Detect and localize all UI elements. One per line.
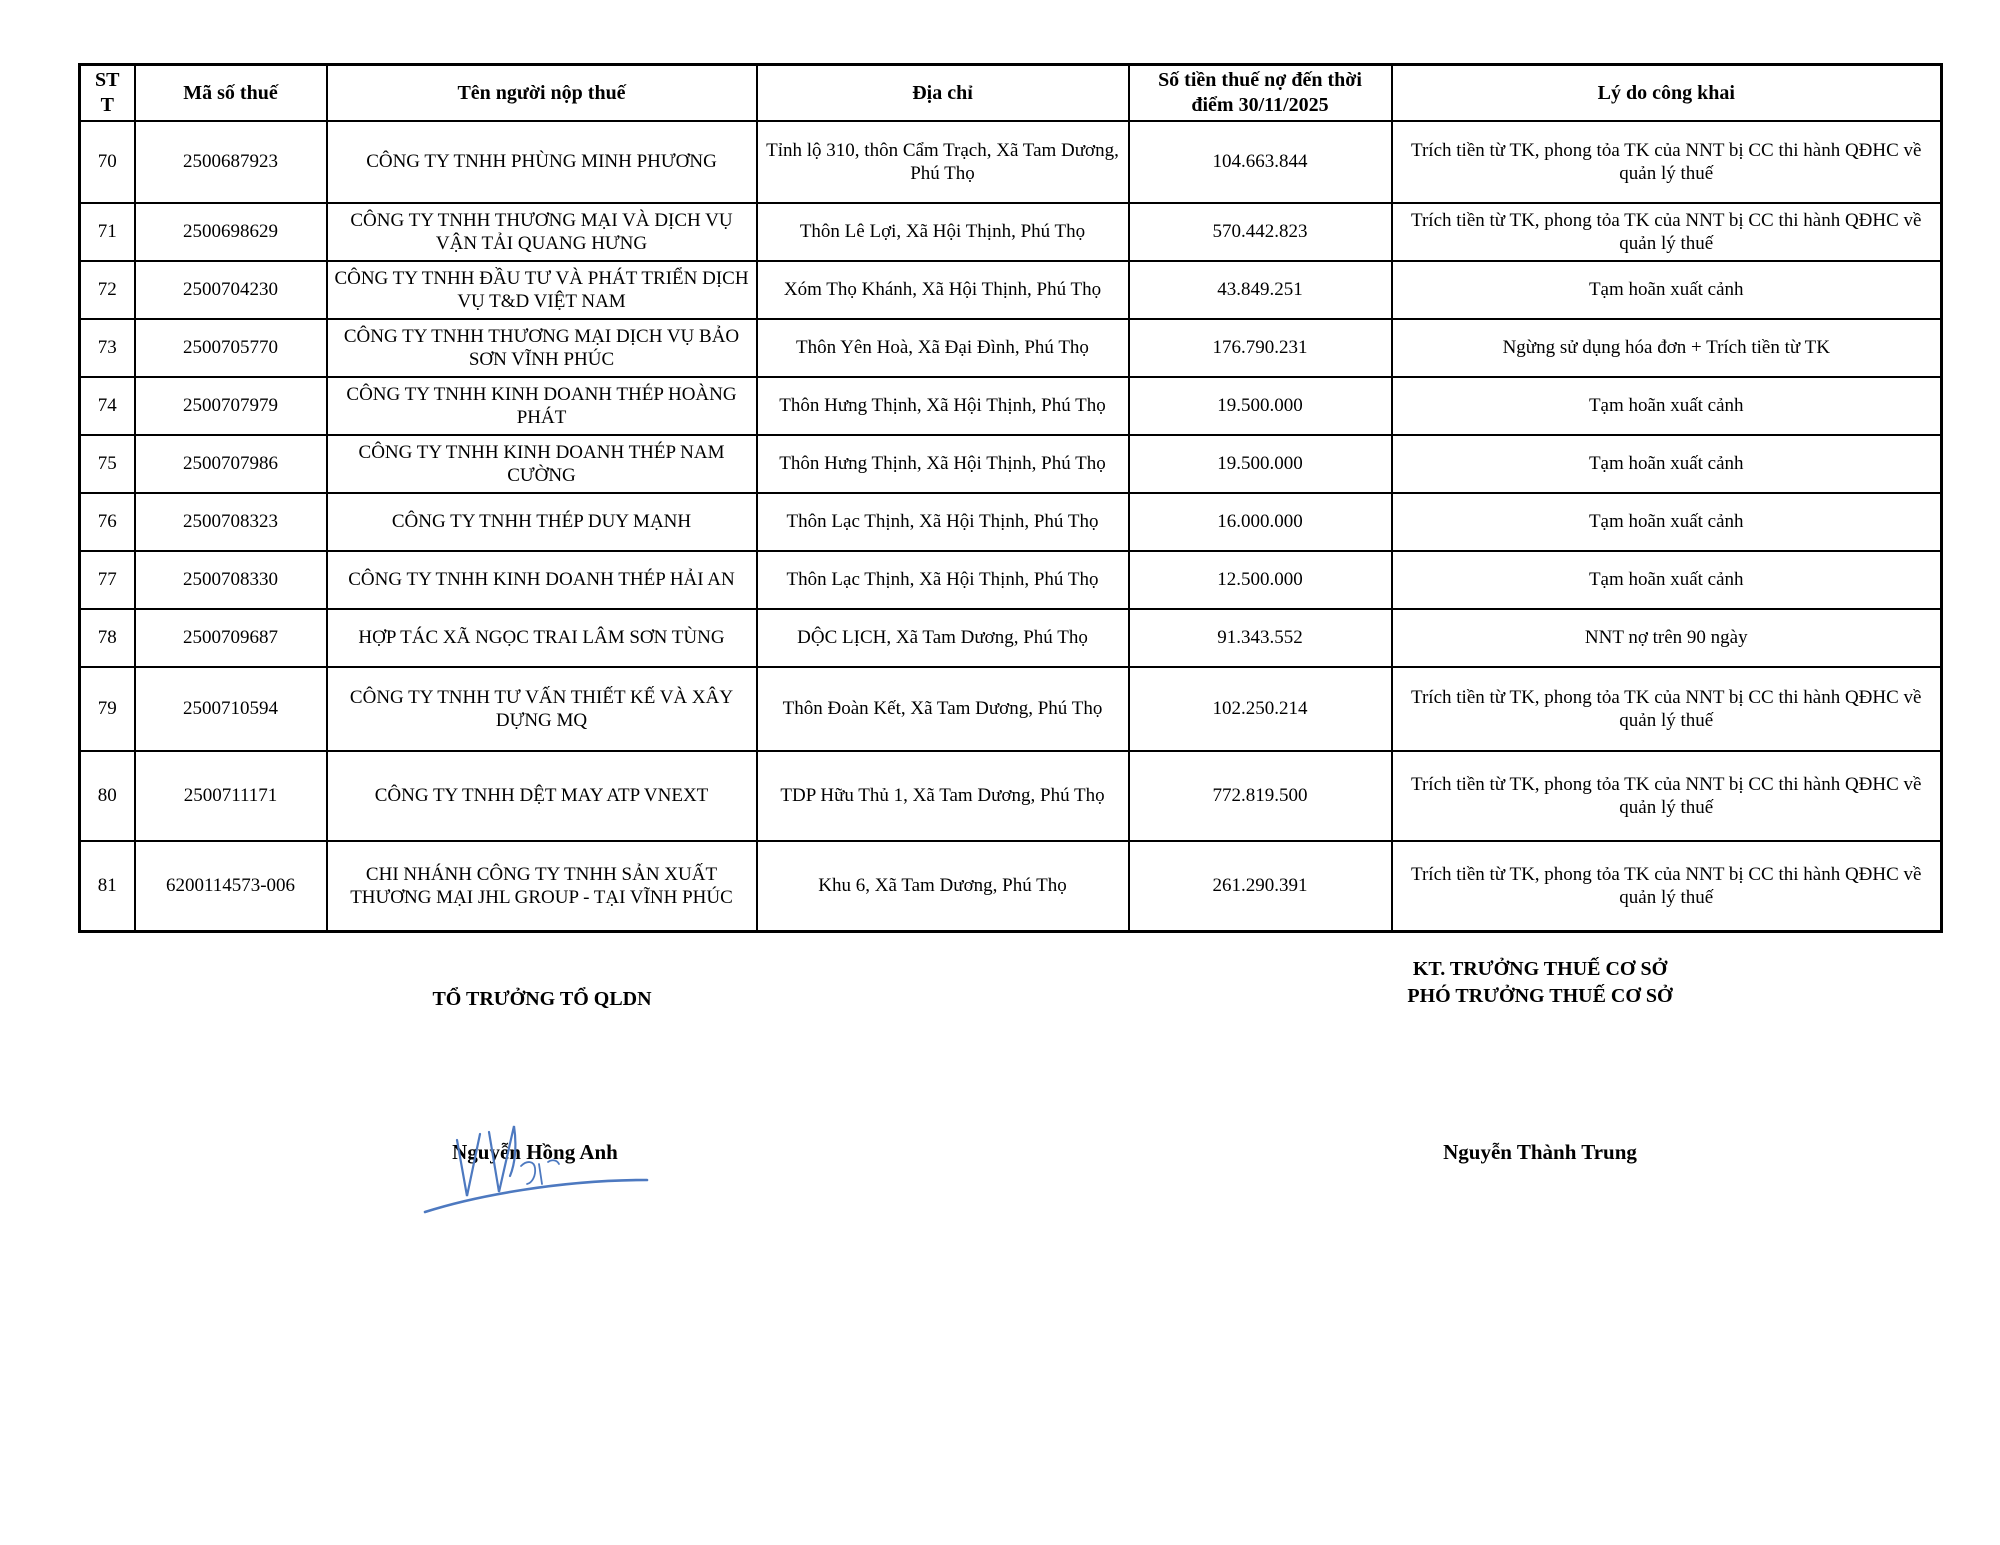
cell-reason: Trích tiền từ TK, phong tỏa TK của NNT bị CC thi hành QĐHC về quản lý thuế [1392, 667, 1942, 751]
cell-address: Thôn Yên Hoà, Xã Đại Đình, Phú Thọ [757, 319, 1129, 377]
cell-taxpayer-name: CÔNG TY TNHH THƯƠNG MẠI DỊCH VỤ BẢO SƠN VĨNH PHÚC [327, 319, 757, 377]
cell-debt-amount: 570.442.823 [1129, 203, 1392, 261]
cell-taxpayer-name: CÔNG TY TNHH PHÙNG MINH PHƯƠNG [327, 121, 757, 203]
cell-debt-amount: 261.290.391 [1129, 841, 1392, 931]
cell-taxpayer-name: CÔNG TY TNHH THƯƠNG MẠI VÀ DỊCH VỤ VẬN TẢI QUANG HƯNG [327, 203, 757, 261]
cell-reason: Trích tiền từ TK, phong tỏa TK của NNT bị CC thi hành QĐHC về quản lý thuế [1392, 841, 1942, 931]
cell-stt: 75 [80, 435, 135, 493]
cell-tax-code: 6200114573-006 [135, 841, 327, 931]
cell-address: Khu 6, Xã Tam Dương, Phú Thọ [757, 841, 1129, 931]
table-row [80, 319, 1942, 377]
table-row [80, 121, 1942, 203]
header-tax-code: Mã số thuế [135, 65, 327, 122]
cell-taxpayer-name: CÔNG TY TNHH KINH DOANH THÉP HẢI AN [327, 551, 757, 609]
cell-tax-code: 2500711171 [135, 751, 327, 841]
cell-stt: 71 [80, 203, 135, 261]
cell-reason: Trích tiền từ TK, phong tỏa TK của NNT bị CC thi hành QĐHC về quản lý thuế [1392, 121, 1942, 203]
cell-debt-amount: 104.663.844 [1129, 121, 1392, 203]
cell-debt-amount: 772.819.500 [1129, 751, 1392, 841]
cell-reason: Trích tiền từ TK, phong tỏa TK của NNT bị CC thi hành QĐHC về quản lý thuế [1392, 203, 1942, 261]
signer-name-right: Nguyễn Thành Trung [1443, 1140, 1637, 1164]
cell-reason: NNT nợ trên 90 ngày [1392, 609, 1942, 667]
cell-tax-code: 2500707986 [135, 435, 327, 493]
table-row [80, 377, 1942, 435]
cell-taxpayer-name: CÔNG TY TNHH KINH DOANH THÉP HOÀNG PHÁT [327, 377, 757, 435]
cell-stt: 73 [80, 319, 135, 377]
cell-stt: 81 [80, 841, 135, 931]
cell-address: Thôn Hưng Thịnh, Xã Hội Thịnh, Phú Thọ [757, 435, 1129, 493]
cell-stt: 74 [80, 377, 135, 435]
cell-debt-amount: 16.000.000 [1129, 493, 1392, 551]
cell-stt: 80 [80, 751, 135, 841]
cell-taxpayer-name: CÔNG TY TNHH DỆT MAY ATP VNEXT [327, 751, 757, 841]
table-row [80, 609, 1942, 667]
cell-tax-code: 2500704230 [135, 261, 327, 319]
cell-stt: 76 [80, 493, 135, 551]
header-stt-label: STT [95, 69, 120, 116]
signature-title-right [1340, 956, 1740, 1010]
cell-reason: Tạm hoãn xuất cảnh [1392, 493, 1942, 551]
cell-tax-code: 2500705770 [135, 319, 327, 377]
table-row [80, 435, 1942, 493]
signature-ink [415, 1118, 660, 1223]
cell-tax-code: 2500707979 [135, 377, 327, 435]
cell-address: DỘC LỊCH, Xã Tam Dương, Phú Thọ [757, 609, 1129, 667]
cell-stt: 78 [80, 609, 135, 667]
cell-address: Tỉnh lộ 310, thôn Cẩm Trạch, Xã Tam Dương, Phú Thọ [757, 121, 1129, 203]
signature-title-right-line1: KT. TRƯỞNG THUẾ CƠ SỞ [1412, 958, 1668, 980]
cell-taxpayer-name: CHI NHÁNH CÔNG TY TNHH SẢN XUẤT THƯƠNG MẠI JHL GROUP - TẠI VĨNH PHÚC [327, 841, 757, 931]
cell-taxpayer-name: HỢP TÁC XÃ NGỌC TRAI LÂM SƠN TÙNG [327, 609, 757, 667]
cell-address: Thôn Lạc Thịnh, Xã Hội Thịnh, Phú Thọ [757, 493, 1129, 551]
cell-taxpayer-name: CÔNG TY TNHH ĐẦU TƯ VÀ PHÁT TRIỂN DỊCH VỤ T&D VIỆT NAM [327, 261, 757, 319]
cell-taxpayer-name: CÔNG TY TNHH KINH DOANH THÉP NAM CƯỜNG [327, 435, 757, 493]
cell-stt: 70 [80, 121, 135, 203]
cell-stt: 79 [80, 667, 135, 751]
table-row [80, 203, 1942, 261]
header-stt [80, 65, 135, 122]
cell-tax-code: 2500687923 [135, 121, 327, 203]
header-reason: Lý do công khai [1392, 65, 1942, 122]
cell-debt-amount: 102.250.214 [1129, 667, 1392, 751]
header-address: Địa chỉ [757, 65, 1129, 122]
cell-debt-amount: 43.849.251 [1129, 261, 1392, 319]
cell-taxpayer-name: CÔNG TY TNHH TƯ VẤN THIẾT KẾ VÀ XÂY DỰNG MQ [327, 667, 757, 751]
signer-name-left: Nguyễn Hồng Anh [452, 1140, 618, 1164]
tax-debt-table [78, 63, 1943, 933]
cell-reason: Tạm hoãn xuất cảnh [1392, 261, 1942, 319]
cell-reason: Trích tiền từ TK, phong tỏa TK của NNT bị CC thi hành QĐHC về quản lý thuế [1392, 751, 1942, 841]
cell-tax-code: 2500708330 [135, 551, 327, 609]
cell-debt-amount: 176.790.231 [1129, 319, 1392, 377]
table-row [80, 751, 1942, 841]
cell-debt-amount: 19.500.000 [1129, 435, 1392, 493]
cell-reason: Ngừng sử dụng hóa đơn + Trích tiền từ TK [1392, 319, 1942, 377]
cell-address: Thôn Lạc Thịnh, Xã Hội Thịnh, Phú Thọ [757, 551, 1129, 609]
table-row [80, 551, 1942, 609]
header-taxpayer-name: Tên người nộp thuế [327, 65, 757, 122]
table-body [80, 121, 1942, 931]
cell-reason: Tạm hoãn xuất cảnh [1392, 551, 1942, 609]
cell-address: Thôn Lê Lợi, Xã Hội Thịnh, Phú Thọ [757, 203, 1129, 261]
cell-debt-amount: 19.500.000 [1129, 377, 1392, 435]
table-row [80, 841, 1942, 931]
cell-debt-amount: 91.343.552 [1129, 609, 1392, 667]
cell-stt: 72 [80, 261, 135, 319]
cell-taxpayer-name: CÔNG TY TNHH THÉP DUY MẠNH [327, 493, 757, 551]
cell-reason: Tạm hoãn xuất cảnh [1392, 435, 1942, 493]
cell-address: Thôn Hưng Thịnh, Xã Hội Thịnh, Phú Thọ [757, 377, 1129, 435]
signature-title-right-line2: PHÓ TRƯỞNG THUẾ CƠ SỞ [1407, 985, 1673, 1007]
cell-reason: Tạm hoãn xuất cảnh [1392, 377, 1942, 435]
cell-tax-code: 2500710594 [135, 667, 327, 751]
table-row [80, 667, 1942, 751]
table-row [80, 261, 1942, 319]
table-row [80, 493, 1942, 551]
cell-debt-amount: 12.500.000 [1129, 551, 1392, 609]
cell-address: Thôn Đoàn Kết, Xã Tam Dương, Phú Thọ [757, 667, 1129, 751]
cell-stt: 77 [80, 551, 135, 609]
signature-title-left: TỔ TRƯỞNG TỔ QLDN [432, 988, 652, 1010]
header-debt-amount: Số tiền thuế nợ đến thời điểm 30/11/2025 [1129, 65, 1392, 122]
cell-address: TDP Hữu Thủ 1, Xã Tam Dương, Phú Thọ [757, 751, 1129, 841]
cell-address: Xóm Thọ Khánh, Xã Hội Thịnh, Phú Thọ [757, 261, 1129, 319]
cell-tax-code: 2500709687 [135, 609, 327, 667]
cell-tax-code: 2500708323 [135, 493, 327, 551]
table-header [80, 65, 1942, 122]
cell-tax-code: 2500698629 [135, 203, 327, 261]
header-row [80, 65, 1942, 122]
